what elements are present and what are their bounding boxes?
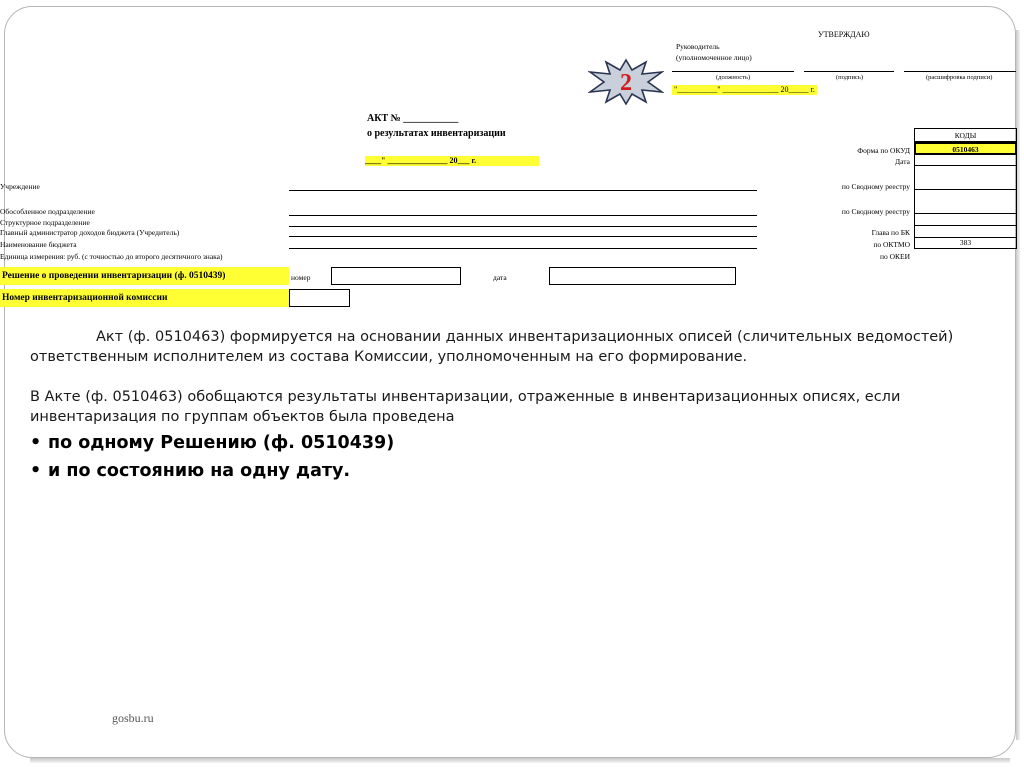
badge-number: 2: [620, 70, 632, 96]
act-title: АКТ № ___________: [367, 113, 459, 124]
registry-label-2: по Сводному реестру: [841, 207, 910, 216]
budget-name-line: [289, 248, 757, 249]
separate-unit-label: Обособленное подразделение: [0, 207, 95, 216]
caption-position: (должность): [716, 74, 751, 81]
bullet-2: [30, 460, 350, 482]
decision-number-label: номер: [291, 273, 311, 282]
okud-label: Форма по ОКУД: [857, 146, 910, 155]
approve-title: УТВЕРЖДАЮ: [818, 30, 870, 39]
codes-table: [914, 128, 1017, 249]
date-code: [914, 155, 1017, 166]
separate-unit-line: [289, 215, 757, 216]
registry-code-1: [914, 166, 1017, 190]
registry-code-2: [914, 190, 1017, 214]
signature-line: [804, 71, 894, 72]
decision-date-label: дата: [493, 273, 507, 282]
bullet-dot-icon: •: [30, 461, 42, 481]
act-subtitle: о результатах инвентаризации: [367, 128, 506, 139]
structural-unit-line: [289, 226, 757, 227]
frame-shadow-bottom: [30, 758, 1010, 763]
position-line: [672, 71, 794, 72]
star-badge-icon: [588, 58, 664, 106]
bullet-2-text: и по состоянию на одну дату.: [48, 461, 351, 481]
okei-code: 383: [914, 238, 1017, 249]
bullet-1-text: по одному Решению (ф. 0510439): [48, 433, 395, 453]
approve-head-line1: Руководитель: [676, 42, 720, 51]
date-label: Дата: [895, 157, 910, 166]
okei-label: по ОКЕИ: [879, 252, 910, 261]
commission-label: Номер инвентаризационной комиссии: [0, 289, 289, 307]
oktmo-code: [914, 226, 1017, 238]
bk-label: Глава по БК: [871, 228, 910, 237]
chief-admin-label: Главный администратор доходов бюджета (Учредитель): [0, 228, 180, 237]
registry-label-1: по Сводному реестру: [841, 182, 910, 191]
commission-number-field[interactable]: [289, 289, 350, 307]
footer-site: gosbu.ru: [112, 711, 154, 725]
approve-head-line2: (уполномоченное лицо): [676, 53, 752, 62]
approve-date-line: "__________" ______________ 20_____ г.: [674, 85, 815, 94]
act-date-line: ____" _______________ 20___ г.: [365, 156, 539, 166]
caption-decoding: (расшифровка подписи): [926, 74, 993, 81]
bullet-dot-icon: •: [30, 433, 42, 453]
institution-label: Учреждение: [0, 182, 40, 191]
bullet-1: [30, 432, 394, 454]
budget-name-label: Наименование бюджета: [0, 240, 77, 249]
decision-number-field[interactable]: [331, 267, 461, 285]
decision-date-field[interactable]: [549, 267, 736, 285]
oktmo-label: по ОКТМО: [873, 240, 910, 249]
structural-unit-label: Структурное подразделение: [0, 218, 90, 227]
paragraph-2: В Акте (ф. 0510463) обобщаются результаты инвентаризации, отраженные в инвентаризационных описях, если инвентаризация по группам объектов была проведена: [30, 389, 901, 425]
unit-label: Единица измерения: руб. (с точностью до второго десятичного знака): [0, 252, 223, 261]
chief-admin-line: [289, 236, 757, 237]
slide-frame: [4, 6, 1016, 758]
codes-header: КОДЫ: [914, 128, 1017, 142]
bk-code: [914, 214, 1017, 226]
caption-signature: (подпись): [836, 74, 863, 81]
institution-line: [289, 190, 757, 191]
paragraph-1: Акт (ф. 0510463) формируется на основании данных инвентаризационных описей (сличительных ведомостей) ответственным исполнителем из состава Комиссии, уполномоченным на его формирование.: [30, 329, 954, 365]
okud-code: 0510463: [914, 142, 1017, 155]
decision-label: Решение о проведении инвентаризации (ф. 0510439): [0, 267, 289, 285]
decoding-line: [904, 71, 1016, 72]
